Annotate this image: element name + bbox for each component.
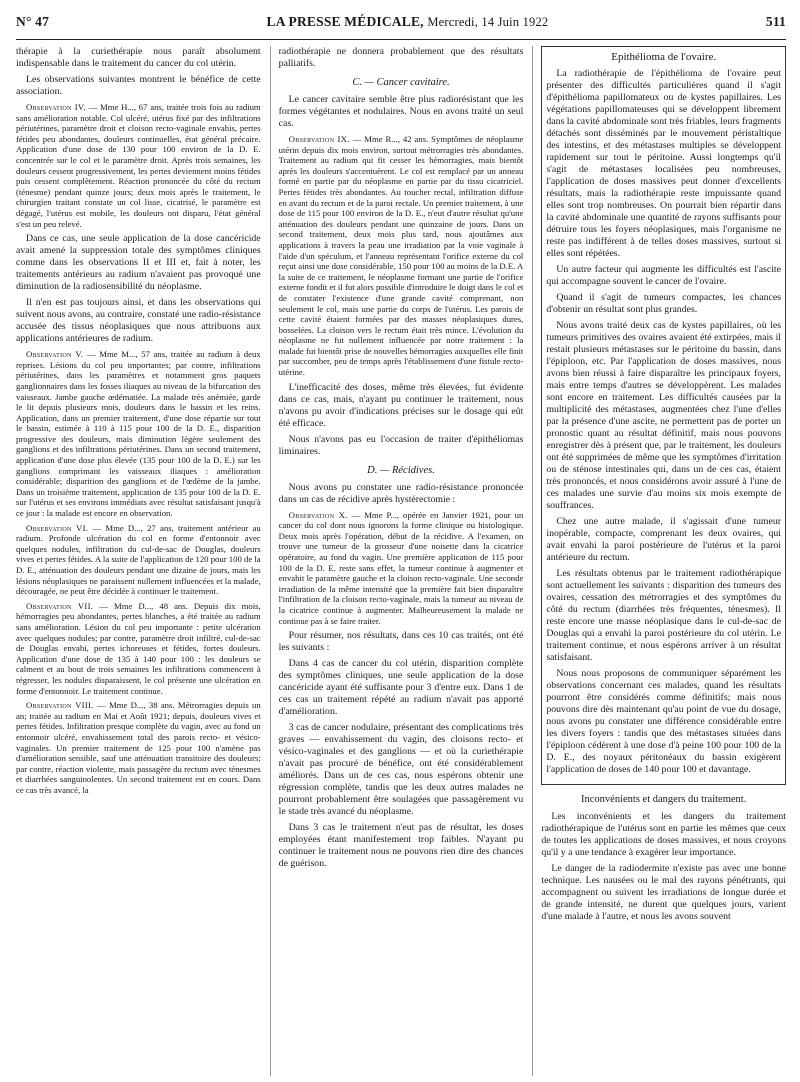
observation-label: Observation IV. (26, 102, 86, 112)
paragraph: Dans 4 cas de cancer du col utérin, disparition complète des symptômes cliniques, une seule application de la dose cancéricide ayant été suffisante pour 3 d'entre eux. Dans 1 de ces cas un traitement répété au radium n'avait pas apporté d'amélioration. (278, 658, 524, 718)
observation-vii (16, 601, 261, 696)
observation-text: — Mme M..., 57 ans, traitée au radium à deux reprises. Lésions du col peu importantes; par contre, infiltrations périutérines, dans les paramètres et notamment gros paquets ganglionnaires dans les fosses iliaques au niveau de la bifurcation des vaisseaux. Jambe gauche œdématiée. La malade très anémiée, garde le lit depuis plusieurs mois, douleurs dans le bassin et les reins. Application, dans un premier traitement, d'une dose répartie sur tout le bassin, estimée à 110 à 115 pour 100 de la D. E., disparition progressive des douleurs, mais diminution légère seulement des ganglions et des infiltrations périutérines. Dans un second traitement, application d'une dose plus élevée (135 pour 100 de la D. E.) sur les ganglions comprimant les vaisseaux iliaques : amélioration considérable; disparition des ganglions et de l'œdème de la jambe. Dans un troisième traitement, application de 135 pour 100 de la D. E. sur l'utérus et ses environs immédiats avec résultat satisfaisant jusqu'à ce jour : la malade est encore en observation. (16, 349, 261, 519)
issue-number: N° 47 (16, 14, 50, 29)
paragraph: Les résultats obtenus par le traitement radiothérapique sont actuellement les suivants : disparition des tumeurs des ovaires, cessation des métrorragies et des symptômes du côté du rectum (diarrhées très fréquentes, ténesmes). Il reste encore une masse néoplasique dans le cul-de-sac de Douglas qui a envahi la paroi postérieure du col utérin. Le traitement continue, et nous espérons arriver à un résultat satisfaisant. (546, 568, 782, 663)
page-number: 511 (765, 14, 786, 29)
observation-viii (16, 700, 261, 795)
observation-label: Observation V. (26, 349, 84, 360)
paragraph: thérapie à la curiethérapie nous paraît absolument indispensable dans le traitement du cancer du col utérin. (16, 46, 261, 69)
paragraph: radiothérapie ne donnera probablement que des résultats palliatifs. (278, 46, 524, 69)
column-2 (270, 46, 524, 1076)
observation-iv (16, 102, 261, 229)
paragraph: Les inconvénients et les dangers du traitement radiothérapique de l'utérus sont en partie les mêmes que ceux de toutes les applications de doses massives, et nous croyons qu'il y a une tendance à exagérer leur importance. (541, 811, 787, 858)
section-heading-recidives: D. — Récidives. (367, 464, 435, 476)
observation-label: Observation VIII. (26, 700, 94, 711)
paragraph: Le cancer cavitaire semble être plus radiorésistant que les formes végétantes et nodulaires. Nous en avons traité un seul cas. (278, 94, 524, 129)
observation-text: — Mme D..., 27 ans, traitement antérieur au radium. Profonde ulcération du col en forme d'entonnoir avec quelques nodules, infiltration du cul-de-sac de Douglas, douleurs vives et pertes fétides. A la suite de l'application de 120 pour 100 de la D. E., atténuation des douleurs pendant une dizaine de jours, mais les lésions néoplasiques ne paraissent nullement influencées et la malade, découragée, ne peut être décidée à continuer le traitement. (16, 522, 261, 597)
inconvenients-section (541, 793, 786, 923)
paragraph: Nous avons pu constater une radio-résistance prononcée dans un cas de récidive après hystérectomie : (278, 481, 524, 505)
column-1 (16, 46, 261, 1076)
ovary-section-box (541, 46, 786, 785)
observation-vi (16, 523, 261, 597)
observation-text: — Mme P..., opérée en Janvier 1921, pour un cancer du col dont nous ignorons la forme clinique ou histologique. Deux mois après l'opération, début de la récidive. A l'examen, on trouve une tumeur de la grosseur d'une noisette dans la cicatrice opératoire, au fond du vagin. Une première application de 115 pour 100 de la D. E. reste sans effet, la tumeur continue à augmenter et envahit le paramètre gauche et la cloison recto-vaginale. Une seconde irradiation de la même intensité que la première fait bien disparaître l'infiltration de la cloison recto-vaginale, mais la tumeur au niveau de la cicatrice continue à augmenter. Malheureusement la malade ne continue pas à se faire traiter. (278, 509, 524, 626)
paragraph: Les observations suivantes montrent le bénéfice de cette association. (16, 74, 261, 97)
paragraph: Nous n'avons pas eu l'occasion de traiter d'épithéliomas liminaires. (278, 433, 524, 457)
observation-label: Observation X. (288, 509, 348, 520)
observation-label: Observation VI. (26, 522, 89, 533)
paragraph: Dans ce cas, une seule application de la dose cancéricide avait amené la suppression totale des symptômes cliniques comme dans les observations II et III et, fait à noter, les traitements antérieurs au radium n'avaient pas provoqué une diminution de la radiosensibilité du néoplasme. (16, 233, 261, 293)
issue-date: Mercredi, 14 Juin 1922 (427, 15, 549, 29)
page-header (16, 14, 786, 36)
paragraph: La radiothérapie de l'épithélioma de l'ovaire peut présenter des difficultés particulières quand il s'agit d'épithélioma papillomateux ou de kystes papillaires. Les végétations papillomateuses qui se développent librement dans la cavité abdominale sont très friables, leurs fragments détachés sont disséminés par le mouvement péristaltique des intestins, et des métastases multiples se développent rapidement sur tout le péritoine. Aussi longtemps qu'il s'agit de métastases localisées peu nombreuses, l'application de doses massives peut donner d'excellents résultats, mais la radiothérapie reste impuissante quand elles sont trop nombreuses. On pourrait bien répartir dans la cavité abdominale une quantité de rayons suffisants pour détruire tous les foyers néoplasiques, mais l'organisme ne reste pas indifférent à de telles doses massives, surtout si elles sont répétées. (546, 68, 782, 259)
observation-text: — Mme R..., 42 ans. Symptômes de néoplasme utérin depuis dix mois environ, surtout métrorragies très abondantes. Traitement au radium qui fit cesser les hémorragies, mais bientôt après les douleurs s'accentuèrent. Le col est remplacé par un anneau formé en partie par du néoplasme en partie par du tissu cicatriciel. Pertes fétides très abondantes. Au toucher rectal, infiltration diffuse en avant du rectum et de la paroi rectale. Un premier traitement, à une dose de 115 pour 100 environ de la D. E., n'eut d'autre résultat qu'une atténuation des douleurs pendant une quinzaine de jours. Dans un second traitement, deux mois plus tard, nous ajoutâmes aux applications à travers la peau une irradiation par la voie vaginale à l'aide d'un spéculum, et l'anneau représentant l'orifice externe du col reçut ainsi une dose considérable, 150 pour 100 au moins de la D.E. A la suite de ce traitement, le néoplasme formant une partie de l'orifice externe fondit et il fut alors possible d'introduire le doigt dans le col et de constater l'existence d'une grande cavité comprenant, non seulement le col, mais une partie du corps de l'utérus. Les parois de cette cavité étaient formées par des masses néoplasiques dures, bosselées. La cloison vers le rectum était très mince. L'évolution du néoplasme ne fut nullement influencée par notre traitement : la malade fut bientôt prise de nouvelles hémorragies auxquelles elle finit par succomber, peu de temps après l'établissement d'une fistule recto-utérine. (278, 134, 524, 378)
section-heading-inconvenients: Inconvénients et dangers du traitement. (581, 794, 747, 805)
paragraph: Le danger de la radiodermite n'existe pas avec une bonne technique. Les nausées ou le mal des rayons pénétrants, qui accompagnent ou suivent les irradiations de longue durée et de grande intensité, ne durent que quelques jours, varient d'une malade à l'autre, et nous les avons souvent (541, 863, 787, 922)
publication-name: LA PRESSE MÉDICALE, (266, 14, 424, 29)
paragraph: Pour résumer, nos résultats, dans ces 10 cas traités, ont été les suivants : (278, 630, 524, 654)
observation-x (279, 510, 524, 627)
observation-label: Observation VII. (26, 600, 94, 611)
observation-label: Observation IX. (288, 134, 350, 144)
paragraph: Il n'en est pas toujours ainsi, et dans les observations qui suivent nous avons, au contraire, constaté une radio-résistance accusée des tissus néoplasiques que nous attribuons aux applications antérieures de radium. (16, 297, 261, 345)
paragraph: Un autre facteur qui augmente les difficultés est l'ascite qui accompagne souvent le cancer de l'ovaire. (546, 264, 782, 287)
paragraph: Dans 3 cas le traitement n'eut pas de résultat, les doses employées étant manifestement trop faibles. N'ayant pu continuer le traitement nous ne pouvons rien dire des chances de guérison. (278, 822, 524, 870)
paragraph: 3 cas de cancer nodulaire, présentant des complications très graves — envahissement du vagin, des cloisons recto- et vésico-vaginales et des ganglions — et où la curiethérapie n'avait pas procuré de bénéfice, ont été considérablement améliorés. Dans un de ces cas, nous espérons obtenir une régression complète, tandis que les deux autres malades ne pourront probablement être soulagées que passagèrement vu le stade très avancé du néoplasme. (278, 722, 524, 818)
paragraph: Nous avons traité deux cas de kystes papillaires, où les tumeurs primitives des ovaires avaient été extirpées, mais il restait plusieurs métastases sur le péritoine du bassin, dans l'épiploon, etc. Par l'application de doses massives, nous avons bien réussi à faire disparaître les principaux foyers, mais entre temps d'autres se développèrent. Les malades sont encore en traitement. Les difficultés causées par la multiplicité des métastases, augmentées chez l'une d'elles par la présence d'une ascite, ne permettent pas de porter un pronostic quant au résultat définitif, mais nous pouvons enregistrer dès à présent que, par le traitement, les douleurs ont été supprimées de même que les symptômes d'irritation ou de sténose intestinales qui, dans un de ces cas, étaient très prononcés, et nous considérons avoir assuré à l'une de ces malades une survie d'au moins six mois exempte de souffrances. (546, 320, 782, 511)
observation-text: — Mme D..., 38 ans. Métrorragies depuis un an; traitée au radium en Mai et Août 1921; depuis, douleurs vives et pertes fétides. Infiltration presque complète du vagin, avec au fond un entonnoir ulcéré, envahissement total des parois recto- et vésico-vaginales. Un premier traitement de 125 pour 100 n'amène pas d'amélioration sensible, sauf une atténuation transitoire des douleurs; par contre, réaction violente, mais passagère du rectum avec ténesmes et diarrhées sanguinolentes. Un second traitement est en cours. Dans ce cas très avancé, la (16, 700, 261, 795)
paragraph: Quand il s'agit de tumeurs compactes, les chances d'obtenir un résultat sont plus grandes. (546, 292, 782, 315)
paragraph: Chez une autre malade, il s'agissait d'une tumeur inopérable, compacte, comprenant les deux ovaires, qui avait envahi la paroi postérieure de l'utérus et la paroi antérieure du rectum. (546, 516, 782, 563)
masthead (267, 14, 549, 30)
columns (16, 46, 786, 1076)
section-heading-cancer-cavitaire: C. — Cancer cavitaire. (352, 77, 450, 88)
paragraph: Nous nous proposons de communiquer séparément les observations concernant ces malades, quand les résultats pourront être considérés comme définitifs; mais nous pouvons dire dès maintenant qu'au point de vue du dosage, nous avons pu constater une différence considérable entre les divers foyers : tandis que des métastases situées dans l'épiploon cédèrent à une dose d'à peine 100 pour 100 de la D. E., des noyaux péritonéaux du bassin exigèrent l'application de doses de 140 pour 100 et davantage. (546, 668, 782, 775)
column-3 (532, 46, 786, 1076)
section-heading-ovary: Epithélioma de l'ovaire. (611, 51, 717, 63)
paragraph: L'inefficacité des doses, même très élevées, fut évidente dans ce cas, mais, n'ayant pu continuer le traitement, nous n'avons pu avoir d'indications précises sur le dosage qui eût été efficace. (278, 381, 524, 429)
observation-v (16, 349, 261, 519)
observation-text: — Mme H..., 67 ans, traitée trois fois au radium sans amélioration notable. Col ulcéré, utérus fixé par des infiltrations périutérines, paramètre droit et cloison recto-vaginale envahis, pertes fétides peu abondantes, douleurs continuelles, état général précaire. Application d'une dose de 130 pour 100 environ de la D. E. concentrée sur le col et le paramètre droit. Après trois semaines, les douleurs cessent progressivement, les pertes deviennent moins fétides puis cessent complètement. Réaction prononcée du côté du rectum (ténesme) pendant quinze jours; deux mois après le traitement, le chirurgien traitant constate un col lisse, cicatrisé, le paramètre est dégagé, l'utérus est mobile, les douleurs ont disparu, l'état général s'est un peu relevé. (16, 102, 261, 229)
observation-text: — Mme D..., 48 ans. Depuis dix mois, hémorragies peu abondantes, pertes blanches, a été traitée au radium sans amélioration. Lésion du col peu importante : petite ulcération avec quelques nodules; par contre, paramètre droit infiltré, cul-de-sac de Douglas envahi, pertes ichoreuses et fétides, fortes douleurs. Application d'une dose de 135 à 140 pour 100 : les douleurs se calment et au bout de trois semaines les infiltrations commencent à régresser, les nodules disparaissent, le col présente une ulcération en forme d'entonnoir. Le traitement continue. (16, 600, 261, 696)
header-rule (16, 39, 786, 40)
observation-ix (279, 134, 524, 378)
